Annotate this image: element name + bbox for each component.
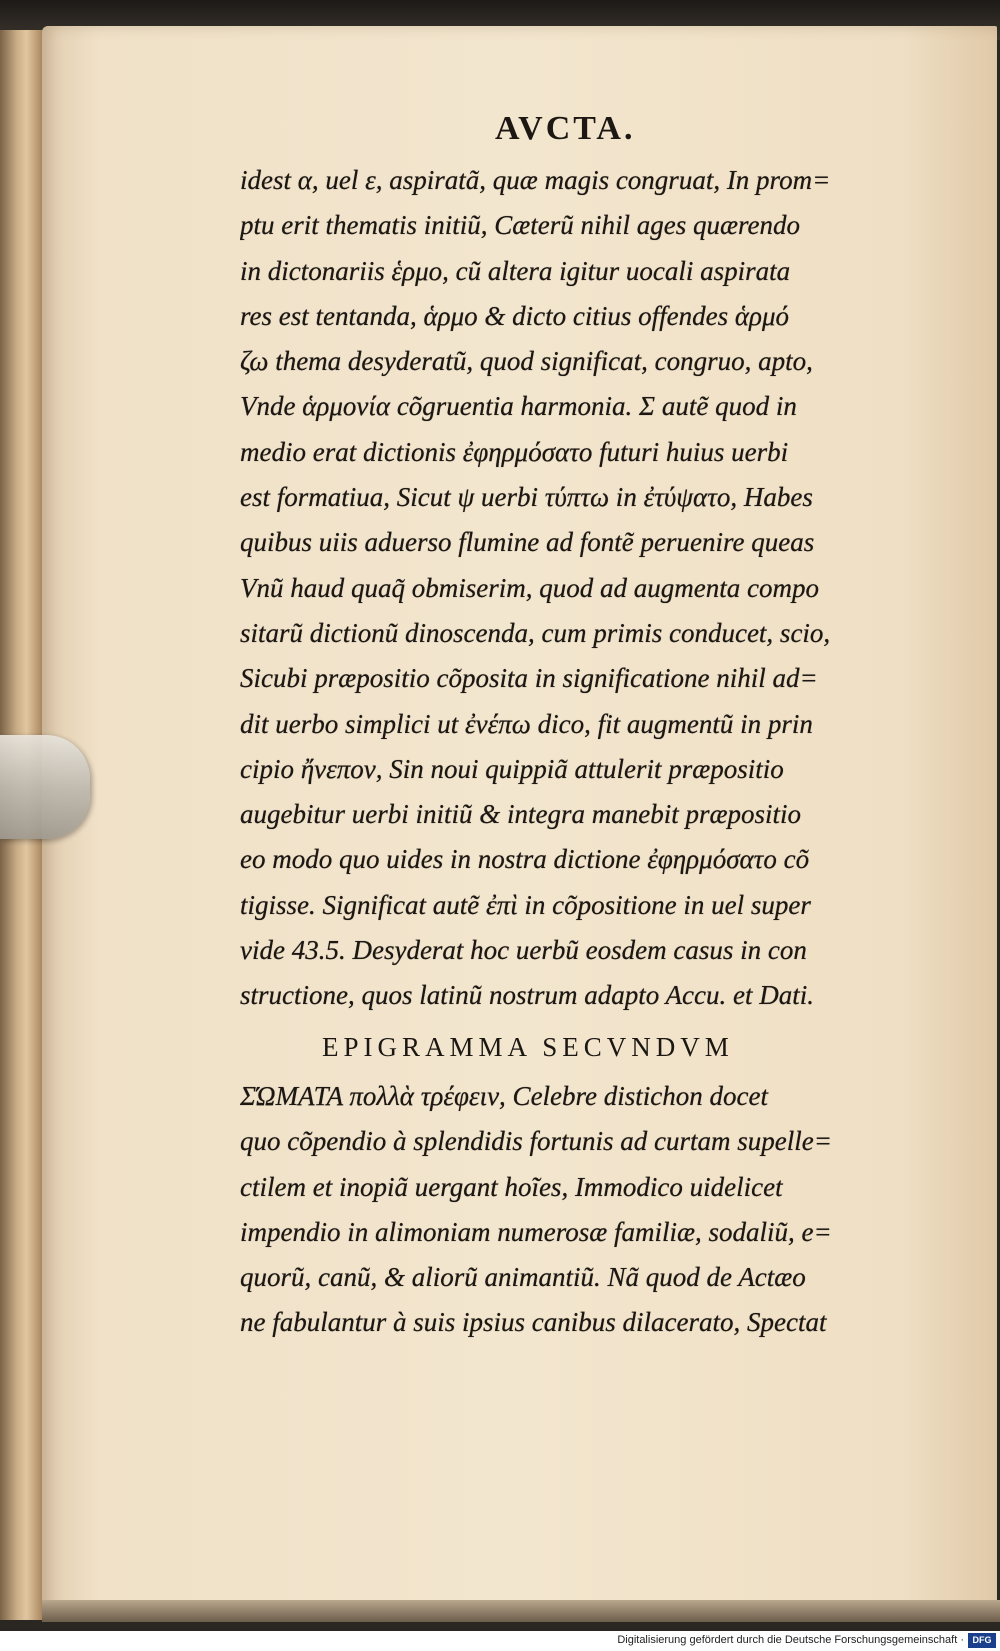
text-line: quorũ, canũ, & aliorũ animantiũ. Nã quod de Actæo [240, 1262, 806, 1293]
text-line: ΣΏΜΑΤΑ πολλὰ τρέφειν, Celebre distichon docet [240, 1081, 768, 1111]
text-line: Vnde ἁρμονία cõgruentia harmonia. Σ autẽ quod in [240, 391, 797, 422]
text-line: ctilem et inopiã uergant hoĩes, Immodico uidelicet [240, 1171, 783, 1202]
text-line: in dictonariis ἑρμο, cũ altera igitur uocali aspirata [240, 255, 791, 286]
text-line: quibus uiis aduerso flumine ad fontẽ peruenire queas [240, 527, 815, 558]
text-line: structione, quos latinũ nostrum adapto Accu. et Dati. [240, 980, 814, 1011]
text-line: vide 43.5. Desyderat hoc uerbũ eosdem casus in con [240, 935, 807, 966]
digitization-credit: Digitalisierung gefördert durch die Deutsche Forschungsgemeinschaft · [617, 1634, 964, 1646]
body-text-part1 [240, 158, 930, 1019]
text-line: medio erat dictionis ἐφηρμόσατο futuri huius uerbi [240, 436, 789, 467]
dfg-logo: DFG [968, 1633, 996, 1648]
text-line: ptu erit thematis initiũ, Cæterũ nihil ages quærendo [240, 210, 800, 241]
text-line: ζω thema desyderatũ, quod significat, congruo, apto, [240, 346, 813, 377]
text-line: idest α, uel ε, aspiratã, quæ magis congruat, In prom= [240, 165, 831, 195]
section-heading: EPIGRAMMA SECVNDVM [322, 1032, 734, 1062]
text-line: tigisse. Significat autẽ ἐπὶ in cõpositione in uel super [240, 889, 811, 920]
text-line: ne fabulantur à suis ipsius canibus dilacerato, Spectat [240, 1307, 827, 1338]
page-bottom-shadow [42, 1600, 1000, 1622]
text-line: est formatiua, Sicut ψ uerbi τύπτω in ἐτύψατο, Habes [240, 482, 813, 513]
text-line: res est tentanda, ἁρμο & dicto citius offendes ἁρμό [240, 300, 790, 331]
text-line: Sicubi præpositio cõposita in significatione nihil ad= [240, 663, 818, 694]
text-line: dit uerbo simplici ut ἐνέπω dico, fit augmentũ in prin [240, 708, 813, 739]
text-line: augebitur uerbi initiũ & integra manebit præpositio [240, 799, 802, 830]
text-line: cipio ἤνεπον, Sin noui quippiã attulerit præpositio [240, 753, 784, 784]
text-line: eo modo quo uides in nostra dictione ἐφηρμόσατο cõ [240, 844, 810, 875]
running-head: AVCTA. [495, 110, 636, 147]
page-clip [0, 735, 90, 839]
text-line: quo cõpendio à splendidis fortunis ad curtam supelle= [240, 1126, 832, 1157]
text-line: impendio in alimoniam numerosæ familiæ, sodaliũ, e= [240, 1216, 832, 1247]
body-text-part2 [240, 1074, 930, 1346]
text-line: sitarũ dictionũ dinoscenda, cum primis conducet, scio, [240, 617, 831, 648]
text-line: Vnũ haud quaq̃ obmiserim, quod ad augmenta compo [240, 572, 819, 603]
